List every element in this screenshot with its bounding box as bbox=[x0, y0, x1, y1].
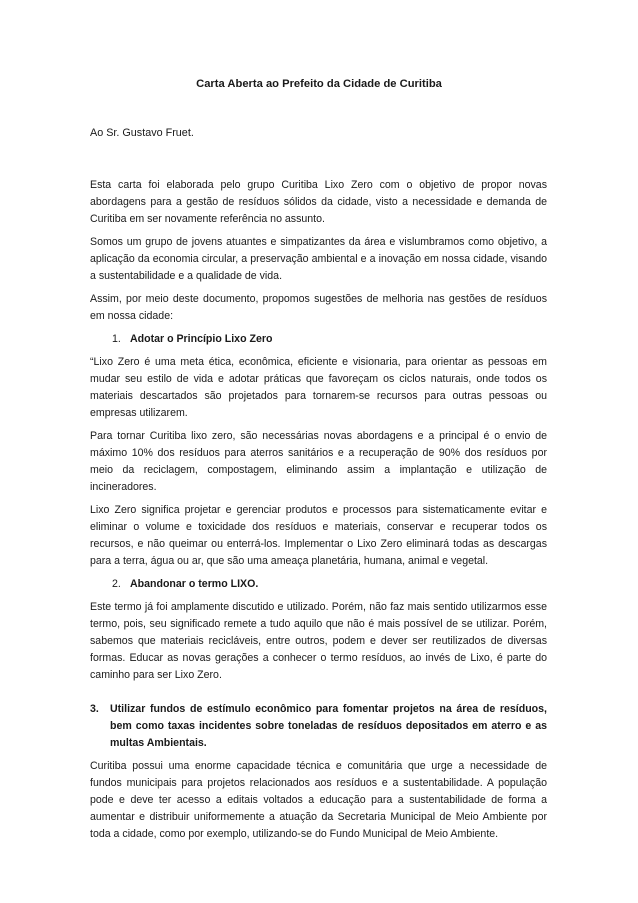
section-2-number: 2. bbox=[112, 578, 121, 590]
section-1-number: 1. bbox=[112, 333, 121, 345]
section-3-number: 3. bbox=[90, 703, 99, 715]
intro-paragraph-3: Assim, por meio deste documento, propomos sugestões de melhoria nas gestões de resíduos em nossa cidade: bbox=[90, 293, 547, 322]
section-1-paragraph-1: “Lixo Zero é uma meta ética, econômica, eficiente e visionaria, para orientar as pessoas em mudar seu estilo de vida e adotar práticas que favoreçam os ciclos naturais, onde todos os materiais descartados são projetados para tornarem-se recursos para outras pessoas ou empresas utilizarem. bbox=[90, 356, 547, 419]
section-1-paragraph-2: Para tornar Curitiba lixo zero, são necessárias novas abordagens e a principal é o envio de máximo 10% dos resíduos para aterros sanitários e a recuperação de 90% dos resíduos por meio da reciclagem, compostagem, eliminando assim a implantação e utilização de incineradores. bbox=[90, 430, 547, 493]
page-title: Carta Aberta ao Prefeito da Cidade de Curitiba bbox=[196, 78, 442, 90]
section-3-paragraph-1: Curitiba possui uma enorme capacidade técnica e comunitária que urge a necessidade de fundos municipais para projetos relacionados aos resíduos e a sustentabilidade. A população pode e deve ter acesso a editais voltados a educação para a sustentabilidade de forma a aumentar e distribuir uniformemente a atuação da Secretaria Municipal de Meio Ambiente por toda a cidade, como por exemplo, utilizando-se do Fundo Municipal de Meio Ambiente. bbox=[90, 760, 547, 840]
intro-paragraph-2: Somos um grupo de jovens atuantes e simpatizantes da área e vislumbramos como objetivo, a aplicação da economia circular, a preservação ambiental e a inovação em nossa cidade, visando a sustentabilidade e a qualidade de vida. bbox=[90, 236, 547, 282]
salutation: Ao Sr. Gustavo Fruet. bbox=[90, 127, 194, 139]
letter-body bbox=[90, 177, 547, 849]
section-2-paragraph-1: Este termo já foi amplamente discutido e utilizado. Porém, não faz mais sentido utilizarmos esse termo, pois, seu significado remete a tudo aquilo que não é mais possível de se utilizar. Porém, sabemos que materiais recicláveis, entre outros, podem e dever ser reutilizados de diversas formas. Educar as novas gerações a conhecer o termo resíduos, ao invés de Lixo, é parte do caminho para ser Lixo Zero. bbox=[90, 601, 547, 681]
section-2-title: Abandonar o termo LIXO. bbox=[130, 578, 259, 590]
section-spacer bbox=[90, 690, 547, 701]
section-3-title: Utilizar fundos de estímulo econômico para fomentar projetos na área de resíduos, bem como taxas incidentes sobre toneladas de resíduos depositados em aterro e as multas Ambientais. bbox=[110, 703, 547, 749]
section-1-title: Adotar o Princípio Lixo Zero bbox=[130, 333, 273, 345]
intro-paragraph-1: Esta carta foi elaborada pelo grupo Curitiba Lixo Zero com o objetivo de propor novas abordagens para a gestão de resíduos sólidos da cidade, visto a necessidade e demanda de Curitiba em ser novamente referência no assunto. bbox=[90, 179, 547, 225]
section-1-paragraph-3: Lixo Zero significa projetar e gerenciar produtos e processos para sistematicamente evitar e eliminar o volume e toxicidade dos resíduos e materiais, conservar e recuperar todos os recursos, e não queimar ou enterrá-los. Implementar o Lixo Zero eliminará todas as descargas para a terra, água ou ar, que são uma ameaça planetária, humana, animal e vegetal. bbox=[90, 504, 547, 567]
section-2-heading bbox=[90, 576, 547, 593]
section-1-heading bbox=[90, 331, 547, 348]
section-3-heading bbox=[90, 701, 547, 752]
